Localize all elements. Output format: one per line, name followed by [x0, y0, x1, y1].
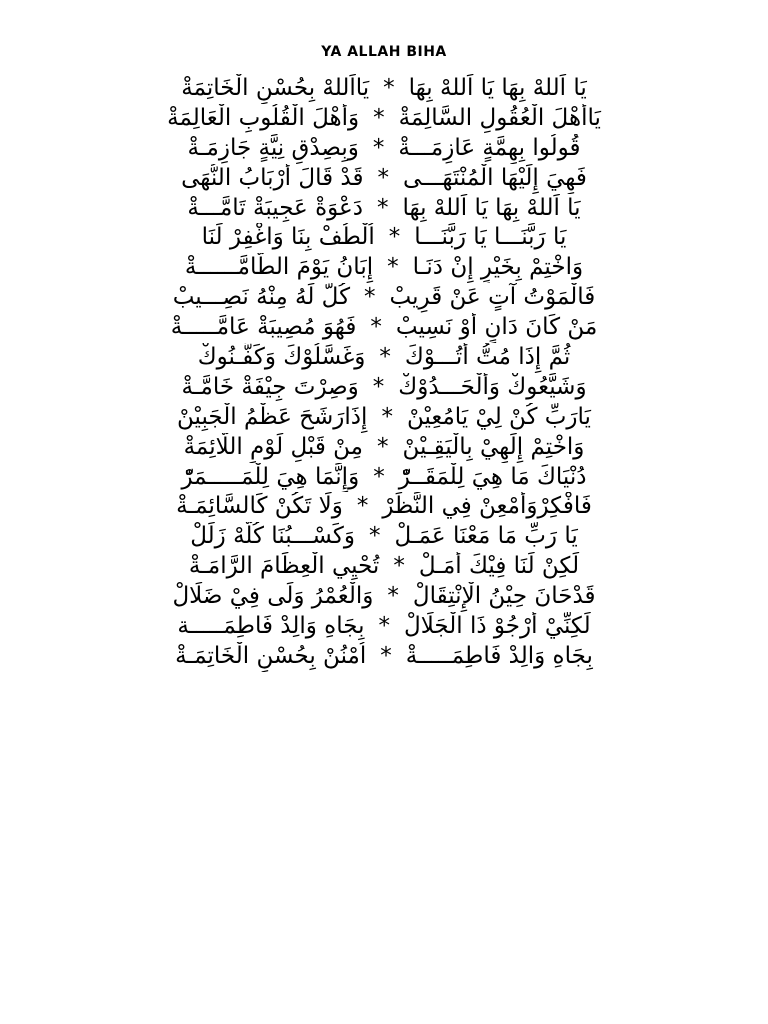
verse-left-hemistich: فَهُوَ مُصِيبَةْ عَامَّـــــةْ	[170, 314, 357, 341]
verse-right-hemistich: يَا رَبِّ مَا مَعْنَا عَمَـلْ	[394, 523, 578, 550]
verse-separator: *	[368, 523, 381, 550]
verse-separator: *	[381, 403, 393, 430]
verse-left-hemistich: بِجَاهِ وَالِدْ فَاطِمَـــــة	[177, 613, 365, 640]
verse-separator: *	[356, 493, 369, 520]
verse-left-hemistich: كُلٌّ لَهُ مِنْهُ نَصِـــيبْ	[172, 284, 351, 311]
verse-left-hemistich: قَدْ قَالَ أَرْبَابُ النُّهَى	[181, 164, 364, 191]
verse-left-hemistich: وَلَا تَكُنْ كَالسَّائِمَـةْ	[176, 493, 343, 520]
verse-right-hemistich: يَا رَبَّنَـــا يَا رَبَّنَـــا	[414, 224, 567, 251]
verse-left-hemistich: وَصِرْتَ جِيْفَةْ خَامَّـةْ	[181, 373, 359, 400]
verse-line	[90, 492, 678, 522]
verse-left-hemistich: وَكَسْـــبُنَا كُلُّهْ زَلَلْ	[190, 523, 355, 550]
verse-left-hemistich: تُحْيِي الْعِظَامَ الرَّامَـةْ	[188, 553, 380, 580]
verse-right-hemistich: فَالْمَوْتُ آتٍ عَنْ قَرِيبْ	[389, 284, 596, 311]
verse-right-hemistich: لَكِنْ لَنَا فِيْكَ أَمَـلْ	[418, 553, 580, 580]
verse-separator: *	[370, 314, 382, 341]
poem-body	[90, 74, 678, 672]
verse-left-hemistich: وَالْعُمْرُ وَلَى فِيْ ضَلَالْ	[172, 583, 374, 610]
verse-left-hemistich: دَعْوَةْ عَجِيبَةْ تَامَّـــةْ	[187, 194, 363, 221]
verse-left-hemistich: اُلْطُفْ بِنَا وَاغْفِرْ لَنَا	[201, 224, 375, 251]
verse-line	[90, 283, 678, 313]
verse-line	[90, 74, 678, 104]
verse-separator: *	[372, 373, 385, 400]
verse-separator: *	[380, 642, 392, 669]
verse-separator: *	[364, 284, 376, 311]
verse-right-hemistich: قَدْحَانَ حِيْنُ الْإِنْتِقَالْ	[412, 583, 596, 610]
verse-right-hemistich: مَنْ كَانَ دَانٍ أَوْ نَسِيبْ	[395, 314, 598, 341]
verse-right-hemistich: يَاأَهْلَ الْعُقُولِ السَّالِمَةْ	[398, 104, 601, 131]
verse-left-hemistich: اُمْنُنْ بِحُسْنِ الْخَاتِمَـةْ	[175, 642, 367, 669]
verse-separator: *	[393, 553, 405, 580]
verse-left-hemistich: إِذَارَشَحَ عَظْمُ الْجَبِيْنْ	[177, 403, 368, 430]
verse-left-hemistich: وَبِصِدْقِ نِيَّةٍ جَازِمَـةْ	[187, 134, 359, 161]
verse-right-hemistich: دُنْيَاكَ مَا هِيَ لِلْمَقَــرّْ	[398, 463, 587, 490]
verse-line	[90, 164, 678, 194]
verse-right-hemistich: يَا اَللهْ بِهَا يَا اَللهْ بِهَا	[408, 75, 587, 101]
verse-right-hemistich: وَشَيَّعُوكْ وَأَلْحَـــدُوْكْ	[398, 373, 587, 400]
verse-separator: *	[377, 164, 389, 191]
verse-separator: *	[378, 613, 390, 640]
verse-left-hemistich: وَأَهْلَ الْقُلُوبِ الْعَالِمَةْ	[167, 104, 360, 131]
verse-line	[90, 612, 678, 642]
verse-left-hemistich: إِبَانُ يَوْمَ الطَّامَّــــــةْ	[184, 254, 374, 281]
verse-separator: *	[388, 224, 401, 251]
verse-left-hemistich: مِنْ قَبْلِ لَوْمِ اللَّائِمَةْ	[183, 433, 363, 460]
verse-line	[90, 463, 678, 493]
verse-line	[90, 522, 678, 552]
verse-right-hemistich: يَا اَللهْ بِهَا يَا اَللهْ بِهَا	[402, 194, 581, 221]
verse-left-hemistich: وَإِنَّمَا هِيَ لِلْمَـــــمَرّْ	[181, 463, 360, 490]
verse-separator: *	[387, 254, 399, 281]
verse-right-hemistich: وَاخْتِمْ بِخَيْرٍ إِنْ دَنَـا	[412, 254, 584, 281]
verse-line	[90, 194, 678, 224]
verse-left-hemistich: وَغَسَّلُوْكَ وَكَفَّـنُوكْ	[197, 344, 366, 371]
verse-separator: *	[387, 583, 399, 610]
verse-line	[90, 313, 678, 343]
verse-right-hemistich: قُولُوا بِهِمَّةٍ عَازِمَـــةْ	[398, 134, 581, 161]
verse-line	[90, 433, 678, 463]
verse-line	[90, 104, 678, 134]
verse-right-hemistich: فَهِيَ إِلَيْهَا الْمُنْتَهَـــى	[402, 164, 587, 191]
verse-left-hemistich: يَااَللهْ بِحُسْنِ الْخَاتِمَةْ	[181, 75, 370, 101]
verse-separator: *	[373, 104, 385, 131]
verse-line	[90, 403, 678, 433]
verse-right-hemistich: فَافْكِرْوَأَمْعِنْ فِي النَّظَرْ	[382, 493, 592, 520]
verse-right-hemistich: بِجَاهِ وَالِدْ فَاطِمَـــــةْ	[405, 642, 593, 669]
verse-line	[90, 343, 678, 373]
verse-right-hemistich: يَارَبِّ كُنْ لِيْ يَامُعِيْنْ	[406, 403, 591, 430]
verse-line	[90, 582, 678, 612]
verse-right-hemistich: لَكِنِّيْ أَرْجُوْ ذَا الْجَلَالْ	[403, 613, 591, 640]
verse-right-hemistich: وَاخْتِمْ إِلَهِيْ بِالْيَقِـيْنْ	[402, 433, 585, 460]
verse-separator: *	[376, 194, 389, 221]
verse-line	[90, 373, 678, 403]
verse-line	[90, 552, 678, 582]
verse-separator: *	[383, 75, 395, 101]
verse-line	[90, 253, 678, 283]
verse-line	[90, 642, 678, 672]
verse-line	[90, 223, 678, 253]
verse-right-hemistich: ثُمَّ إِذَا مُتُّ أَتُـــوْكَ	[404, 344, 571, 371]
verse-separator: *	[376, 433, 389, 460]
verse-line	[90, 134, 678, 164]
verse-separator: *	[373, 463, 385, 490]
verse-separator: *	[379, 344, 391, 371]
verse-separator: *	[372, 134, 385, 161]
page-title: YA ALLAH BIHA	[321, 44, 447, 60]
